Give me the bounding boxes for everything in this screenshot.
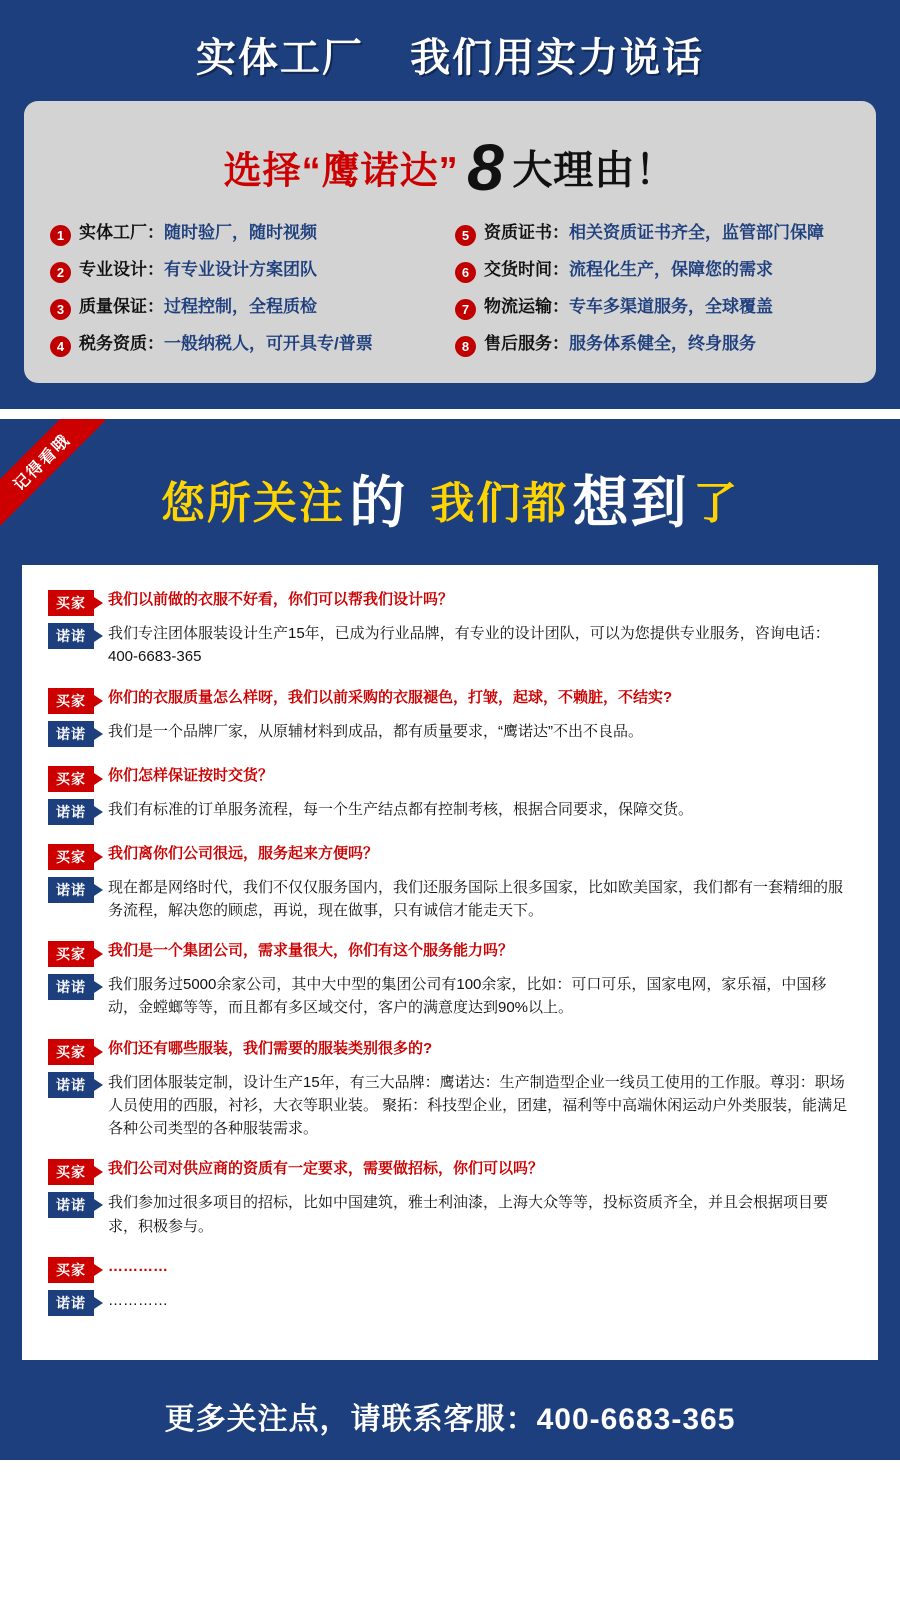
buyer-tag: 买家: [48, 688, 94, 714]
reason-body: 一般纳税人，可开具专/普票: [164, 334, 373, 353]
headline-part: 您所关注: [160, 479, 345, 528]
question-text: 我们是一个集团公司，需求量很大，你们有这个服务能力吗？: [108, 942, 514, 959]
top-banner-left: 实体工厂: [195, 36, 364, 80]
reason-item: [50, 223, 445, 246]
reason-number-badge: 5: [455, 225, 476, 246]
answer-text: 我们是一个品牌厂家，从原辅材料到成品，都有质量要求，“鹰诺达”不出不良品。: [108, 722, 643, 740]
reason-head: 税务资质：: [79, 334, 164, 353]
headline-part: 了: [693, 479, 740, 528]
answer-text: 我们服务过5000余家公司，其中大中型的集团公司有100余家，比如：可口可乐，国家电网，家乐福，中国移动，金螳螂等等，而且都有多区域交付，客户的满意度达到90%以上。: [108, 976, 827, 1017]
question-text: 你们还有哪些服装，我们需要的服装类别很多的?: [108, 1039, 433, 1057]
reason-number-badge: 3: [50, 299, 71, 320]
qa-question-row: [48, 1038, 852, 1065]
qa-question-row: [48, 1158, 852, 1185]
qa-answer-row: [48, 1289, 852, 1316]
buyer-tag: 买家: [48, 844, 94, 870]
qa-block: [48, 940, 852, 1020]
qa-block: [48, 589, 852, 669]
rep-tag: 诺诺: [48, 721, 94, 747]
headline-part: 我们都: [430, 479, 569, 528]
reasons-title-number: 8: [467, 130, 504, 204]
buyer-tag: 买家: [48, 1039, 94, 1065]
buyer-tag: 买家: [48, 1257, 94, 1283]
qa-block: [48, 1256, 852, 1316]
reason-item: [50, 334, 445, 357]
qa-block: [48, 765, 852, 825]
reason-head: 物流运输：: [484, 297, 569, 316]
question-text: 我们离你们公司很远，服务起来方便吗？: [108, 844, 379, 862]
reason-number-badge: 7: [455, 299, 476, 320]
reason-body: 过程控制，全程质检: [164, 297, 317, 316]
reason-number-badge: 6: [455, 262, 476, 283]
reason-item: [50, 260, 445, 283]
qa-question-row: [48, 765, 852, 792]
qa-block: [48, 843, 852, 923]
reason-number-badge: 1: [50, 225, 71, 246]
section-divider: [0, 409, 900, 419]
faq-headline: [0, 419, 900, 565]
reasons-card: [24, 101, 876, 383]
headline-part: 的: [349, 471, 408, 534]
reason-item: [455, 297, 850, 320]
corner-ribbon: 记得看哦: [0, 419, 106, 526]
qa-block: [48, 687, 852, 747]
reason-head: 交货时间：: [484, 260, 569, 279]
headline-part: 想到: [572, 471, 689, 534]
qa-question-row: [48, 940, 852, 967]
rep-tag: 诺诺: [48, 799, 94, 825]
question-text: 你们怎样保证按时交货？: [108, 766, 274, 784]
buyer-tag: 买家: [48, 941, 94, 967]
top-banner-right: 我们用实力说话: [410, 36, 705, 80]
question-text: 我们以前做的衣服不好看，你们可以帮我们设计吗？: [108, 591, 454, 608]
advantages-section: [0, 0, 900, 409]
reason-number-badge: 2: [50, 262, 71, 283]
qa-answer-row: [48, 973, 852, 1020]
reason-body: 有专业设计方案团队: [164, 260, 317, 279]
rep-tag: 诺诺: [48, 974, 94, 1000]
reason-head: 专业设计：: [79, 260, 164, 279]
question-text: 我们公司对供应商的资质有一定要求，需要做招标，你们可以吗？: [108, 1160, 544, 1178]
reason-item: [455, 223, 850, 246]
answer-text: 我们有标准的订单服务流程，每一个生产结点都有控制考核，根据合同要求，保障交货。: [108, 800, 694, 818]
reason-head: 质量保证：: [79, 297, 164, 316]
qa-answer-row: [48, 1191, 852, 1238]
reason-body: 专车多渠道服务，全球覆盖: [569, 297, 773, 316]
reason-item: [455, 260, 850, 283]
footer-contact-bar: 更多关注点，请联系客服：400-6683-365: [0, 1374, 900, 1460]
buyer-tag: 买家: [48, 590, 94, 616]
qa-block: [48, 1038, 852, 1141]
reason-head: 实体工厂：: [79, 223, 164, 242]
reason-body: 随时验厂，随时视频: [164, 223, 317, 242]
reason-item: [455, 334, 850, 357]
question-text: …………: [108, 1257, 168, 1275]
qa-answer-row: [48, 876, 852, 923]
qa-question-row: [48, 1256, 852, 1283]
qa-answer-row: [48, 622, 852, 669]
answer-text: 我们参加过很多项目的招标，比如中国建筑，雅士利油漆，上海大众等等，投标资质齐全，并且会根据项目要求，积极参与。: [108, 1194, 829, 1235]
reasons-title: [50, 123, 850, 223]
faq-card: [22, 565, 878, 1360]
reason-body: 相关资质证书齐全，监管部门保障: [569, 223, 824, 242]
reason-head: 售后服务：: [484, 334, 569, 353]
reasons-grid: [50, 223, 850, 357]
top-banner: [24, 18, 876, 101]
qa-answer-row: [48, 798, 852, 825]
question-text: 你们的衣服质量怎么样呀，我们以前采购的衣服褪色，打皱，起球，不赖脏，不结实?: [108, 688, 673, 706]
qa-question-row: [48, 843, 852, 870]
reasons-title-black: 大理由！: [512, 148, 677, 193]
answer-text: …………: [108, 1291, 168, 1309]
qa-answer-row: [48, 1071, 852, 1141]
qa-question-row: [48, 687, 852, 714]
reason-head: 资质证书：: [484, 223, 569, 242]
reason-body: 服务体系健全，终身服务: [569, 334, 756, 353]
rep-tag: 诺诺: [48, 1072, 94, 1098]
answer-text: 我们团体服装定制，设计生产15年，有三大品牌：鹰诺达：生产制造型企业一线员工使用的工作服。尊羽：职场人员使用的西服，衬衫，大衣等职业装。 聚拓：科技型企业，团建，福利等中高端休闲运动户外类服装，能满足各种公司类型的各种服装需求。: [108, 1073, 848, 1137]
buyer-tag: 买家: [48, 1159, 94, 1185]
qa-block: [48, 1158, 852, 1238]
faq-section: [0, 419, 900, 1374]
rep-tag: 诺诺: [48, 877, 94, 903]
reason-number-badge: 4: [50, 336, 71, 357]
buyer-tag: 买家: [48, 766, 94, 792]
answer-text: 现在都是网络时代，我们不仅仅服务国内，我们还服务国际上很多国家，比如欧美国家，我们都有一套精细的服务流程，解决您的顾虑，再说，现在做事，只有诚信才能走天下。: [108, 878, 844, 919]
reason-number-badge: 8: [455, 336, 476, 357]
reasons-title-red: 选择“鹰诺达”: [223, 150, 459, 193]
rep-tag: 诺诺: [48, 623, 94, 649]
reason-body: 流程化生产，保障您的需求: [569, 260, 773, 279]
qa-answer-row: [48, 720, 852, 747]
reason-item: [50, 297, 445, 320]
rep-tag: 诺诺: [48, 1192, 94, 1218]
rep-tag: 诺诺: [48, 1290, 94, 1316]
qa-question-row: [48, 589, 852, 616]
answer-text: 我们专注团体服装设计生产15年，已成为行业品牌，有专业的设计团队，可以为您提供专业服务，咨询电话：400-6683-365: [108, 625, 830, 666]
